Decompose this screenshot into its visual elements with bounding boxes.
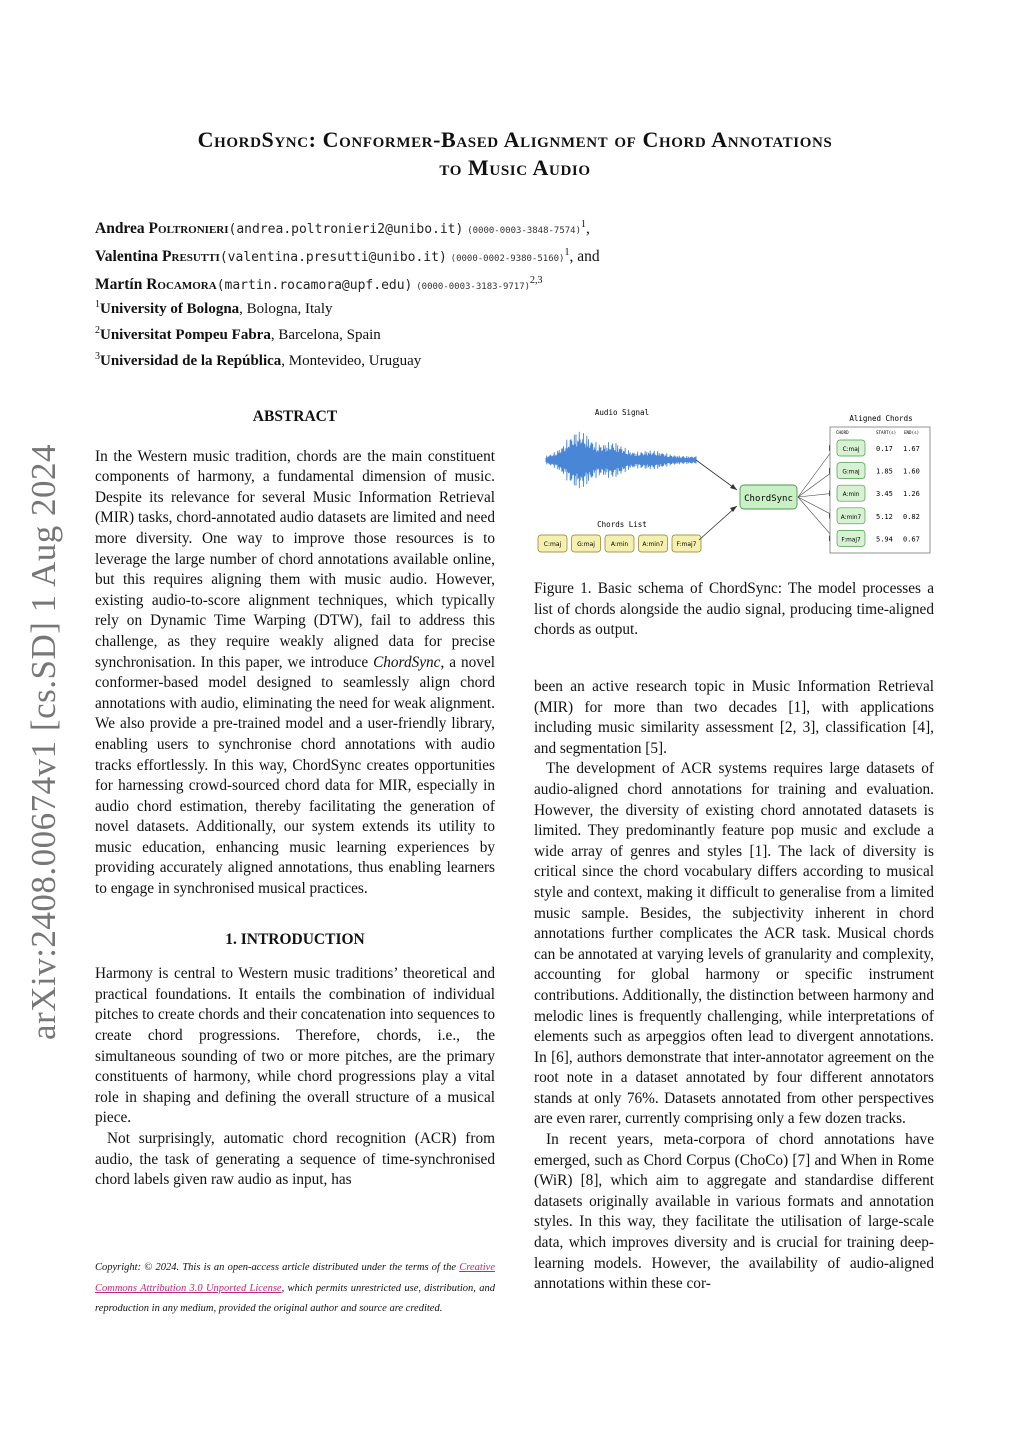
output-arrow (798, 471, 834, 497)
affiliation-3 (95, 346, 421, 372)
aligned-chord-start: 1.85 (876, 467, 893, 476)
paper-title (90, 126, 940, 182)
table-header-end: END(s) (904, 430, 920, 435)
audio-signal-label: Audio Signal (594, 408, 650, 417)
author-orcid[interactable]: (0000-0002-9380-5160) (450, 254, 565, 265)
author-email[interactable]: (martin.rocamora@upf.edu) (216, 278, 413, 294)
affiliation-name: Universidad de la República (100, 353, 282, 369)
affiliation-place: , Bologna, Italy (239, 301, 333, 317)
affiliation-place: , Barcelona, Spain (270, 327, 381, 343)
output-arrows (798, 445, 834, 541)
aligned-chord-label: G:maj (842, 469, 860, 476)
abstract-model-name: ChordSync (373, 653, 441, 671)
author-orcid[interactable]: (0000-0003-3183-9717) (416, 282, 531, 293)
copyright-text: Copyright: © 2024. This is an open-access article distributed under the terms of the (95, 1262, 460, 1273)
author-affiliation-mark: 2,3 (530, 275, 543, 287)
aligned-chord-end: 1.26 (903, 490, 920, 499)
abstract-text-part: , a novel conformer-based model designed to seamlessly align chord annotations with audio, eliminating the need for weak alignment. We also provide a pre-trained model and a user-friendly library, enabling users to synchronise chord annotations with audio tracks effortlessly. In this way, ChordSync creates opportunities for harnessing crowd-sourced chord data for MIR, especially in audio chord estimation, thereby facilitating the generation of novel datasets. Additionally, our system extends its utility to music education, enhancing music learning experiences by providing accurately aligned annotations, thus enabling learners to engage in synchronised musical practices. (95, 653, 495, 898)
author-affiliation-mark: 1 (564, 247, 570, 259)
copyright-text: , which permits unrestricted use, distribution, and reproduction in any medium, provided the original author and source are credited. (95, 1282, 495, 1314)
author-separator: , and (569, 248, 600, 266)
table-header-chord: CHORD (836, 430, 849, 435)
left-column (95, 407, 495, 1191)
audio-waveform (546, 432, 696, 489)
affiliation-name: University of Bologna (100, 301, 240, 317)
aligned-chord-label: A:min7 (840, 514, 862, 521)
arrowhead (730, 484, 737, 490)
aligned-chord-end: 0.82 (903, 512, 920, 521)
chord-list-label: A:min (610, 541, 629, 548)
author-last-name: Poltronieri (148, 220, 229, 238)
intro-paragraph-1: Harmony is central to Western music traditions’ theoretical and practical foundations. It entails the combination of individual pitches to create chords and their concatenation into sequences to create chord progressions. Therefore, chords, i.e., the simultaneous sounding of two or more pitches, are the primary constituents of harmony, while chord progressions play a vital role in shaping and defining the overall structure of a musical piece. (95, 965, 495, 1127)
abstract-text (95, 447, 495, 900)
affiliation-list (95, 294, 421, 372)
copyright-notice (95, 1258, 495, 1320)
author-affiliation-mark: 1 (581, 219, 587, 230)
chord-list-label: A:min7 (642, 541, 664, 548)
table-header-start: START(s) (876, 430, 897, 435)
output-arrow (798, 497, 834, 538)
author-2 (95, 242, 795, 270)
author-first-name: Martín (95, 276, 143, 294)
chordsync-schema (534, 400, 934, 560)
chord-list-label: F:maj7 (676, 541, 697, 548)
affiliation-1 (95, 294, 421, 320)
aligned-chord-start: 5.12 (876, 512, 893, 521)
affiliation-mark: 1 (95, 299, 100, 310)
aligned-chord-start: 3.45 (876, 490, 893, 499)
output-arrow (798, 493, 834, 497)
abstract-heading: ABSTRACT (252, 408, 338, 425)
author-list (95, 214, 795, 298)
chords-list-label: Chords List (597, 520, 647, 529)
input-chord-list (538, 535, 701, 552)
affiliation-2 (95, 320, 421, 346)
introduction-heading: 1. INTRODUCTION (225, 930, 365, 948)
aligned-chord-label: C:maj (842, 447, 860, 453)
figure-1 (534, 400, 934, 560)
title-line-2: to Music Audio (439, 155, 591, 180)
license-link[interactable]: Creative Commons Attribution 3.0 Unported License (95, 1262, 495, 1294)
aligned-chord-start: 5.94 (876, 535, 893, 544)
aligned-chord-end: 1.67 (903, 445, 920, 453)
right-paragraph-1: been an active research topic in Music Information Retrieval (MIR) for more than two decades [1], with applications including music similarity assessment [2, 3], classification [4], and segmentation [5]. (534, 678, 934, 757)
figure-caption: Figure 1. Basic schema of ChordSync: The model processes a list of chords alongside the audio signal, producing time-aligned chords as output. (534, 580, 934, 639)
output-arrow (798, 448, 834, 497)
aligned-chord-label: A:min (842, 492, 860, 499)
chord-list-label: G:maj (577, 541, 595, 548)
affiliation-mark: 2 (95, 325, 100, 336)
chordsync-model-label: ChordSync (744, 494, 793, 504)
aligned-chord-label: F:maj7 (841, 537, 861, 544)
aligned-chords-label: Aligned Chords (849, 414, 913, 423)
affiliation-mark: 3 (95, 351, 100, 362)
arxiv-identifier: arXiv:2408.00674v1 [cs.SD] 1 Aug 2024 (24, 444, 63, 1040)
author-1 (95, 214, 795, 242)
arrow-audio-to-model (696, 460, 737, 490)
author-last-name: Rocamora (146, 276, 217, 294)
aligned-chord-start: 0.17 (876, 445, 893, 453)
arrow-chords-to-model (699, 506, 737, 540)
affiliation-place: , Montevideo, Uruguay (281, 353, 422, 369)
aligned-chord-end: 0.67 (903, 535, 920, 544)
author-first-name: Valentina (95, 248, 159, 266)
author-separator: , (586, 220, 590, 238)
intro-paragraph-2: Not surprisingly, automatic chord recognition (ACR) from audio, the task of generating a sequence of time-synchronised chord labels given raw audio as input, has (95, 1130, 495, 1189)
abstract-text-part: In the Western music tradition, chords are the main constituent components of harmony, a fundamental dimension of music. Despite its relevance for several Music Information Retrieval (MIR) tasks, chord-annotated audio datasets are limited and need more diversity. One way to improve those resources is to leverage the large number of chord annotations available online, but this requires aligning them with music audio. However, existing audio-to-score alignment techniques, which typically rely on Dynamic Time Warping (DTW), fail to address this challenge, as they require weakly aligned data for precise synchronisation. In this paper, we introduce (95, 447, 495, 671)
right-paragraph-2: The development of ACR systems requires large datasets of audio-aligned chord annotations for training and evaluation. However, the diversity of existing chord annotated datasets is limited. They predominantly feature pop music and exclude a wide array of genres and styles [1]. The lack of diversity is critical since the chord vocabulary differs according to musical style and context, making it difficult to generalise from a limited music sample. Besides, the subjectivity inherent in chord annotations further complicates the ACR task. Musical chords can be annotated at varying levels of granularity and complexity, accounting for global harmony or specific instrument contributions. Additionally, the distinction between harmony and melodic lines is frequently challenging, while interpretations of elements such as arpeggios often lead to divergent annotations. In [6], authors demonstrate that inter-annotator agreement on the root note in a dataset annotated by four different annotators stands at only 76%. Datasets annotated from other perspectives are even rarer, currently comprising only a few dozen tracks. (534, 760, 934, 1128)
right-paragraph-3: In recent years, meta-corpora of chord annotations have emerged, such as Chord Corpus (ChoCo) [7] and When in Rome (WiR) [8], which aim to aggregate and standardise different datasets originally available in various formats and annotation styles. In this way, they facilitate the utilisation of large-scale data, which improves diversity and is crucial for training deep-learning models. However, the availability of audio-aligned annotations within these cor- (534, 1131, 934, 1293)
author-email[interactable]: (andrea.poltronieri2@unibo.it) (228, 222, 464, 238)
right-column (534, 677, 934, 1295)
author-email[interactable]: (valentina.presutti@unibo.it) (219, 250, 447, 266)
author-first-name: Andrea (95, 220, 145, 238)
output-arrow (798, 497, 834, 516)
title-line-1: ChordSync: Conformer-Based Alignment of Chord Annotations (197, 127, 833, 152)
author-last-name: Presutti (162, 248, 220, 266)
affiliation-name: Universitat Pompeu Fabra (100, 327, 271, 343)
aligned-chord-end: 1.60 (903, 467, 920, 476)
chord-list-label: C:maj (543, 541, 562, 548)
author-orcid[interactable]: (0000-0003-3848-7574) (467, 226, 582, 237)
